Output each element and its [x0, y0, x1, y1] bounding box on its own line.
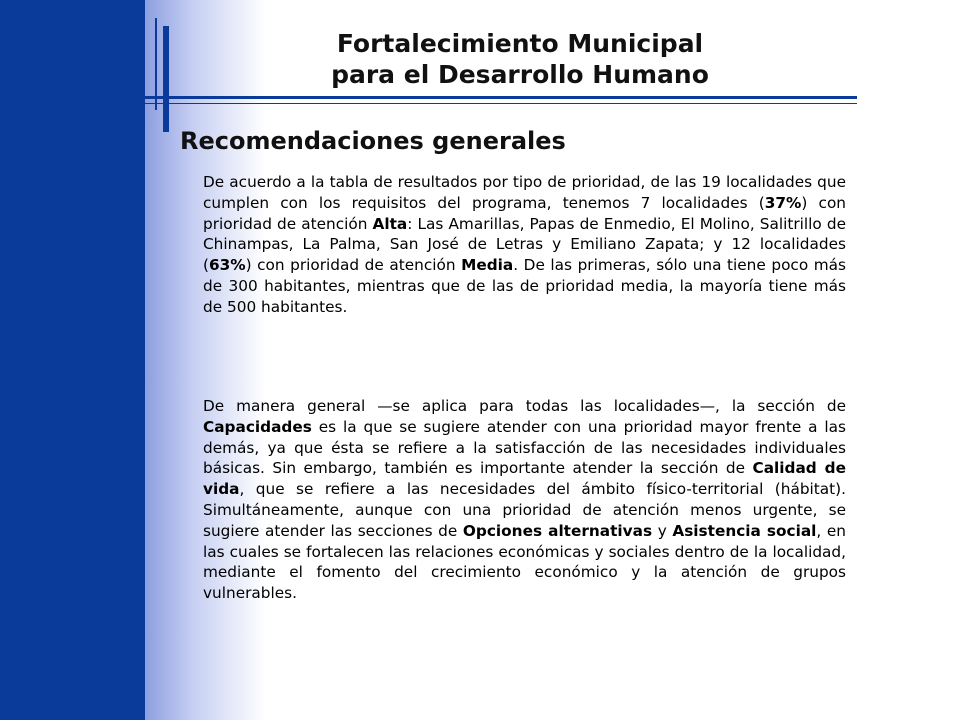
p1-bold-alta: Alta	[372, 214, 408, 233]
p1-text-5: . De las primeras, sólo una tiene poco más de 300 habitantes, mientras que de las de prioridad media, la mayoría tiene más de 500 habitantes.	[203, 256, 846, 316]
p2-bold-calidad-de-vida: Calidad de vida	[203, 459, 846, 499]
p2-text-5: , en las cuales se fortalecen las relaciones económicas y sociales dentro de la localidad, mediante el fomento del crecimiento económico y la atención de grupos vulnerables.	[203, 521, 846, 603]
paragraph-priority-results	[203, 172, 846, 318]
p1-text-3: : Las Amarillas, Papas de Enmedio, El Molino, Salitrillo de Chinampas, La Palma, San José de Letras y Emiliano Zapata; y 12 localidades (	[203, 214, 846, 275]
decor-horizontal-thick-line	[145, 96, 857, 99]
p2-bold-capacidades: Capacidades	[203, 417, 312, 436]
p2-text-2: es la que se sugiere atender con una prioridad mayor frente a las demás, ya que ésta se refiere a la satisfacción de las necesidades individuales básicas. Sin embargo, también es importante atender la sección de	[203, 417, 846, 478]
p2-text-1: De manera general —se aplica para todas las localidades—, la sección de	[203, 397, 846, 415]
p2-bold-asistencia-social: Asistencia social	[672, 521, 817, 540]
decor-vertical-thick-bar	[163, 26, 169, 132]
p1-text-1: De acuerdo a la tabla de resultados por tipo de prioridad, de las 19 localidades que cumplen con los requisitos del programa, tenemos 7 localidades (	[203, 173, 846, 212]
p1-bold-37-percent: 37%	[764, 193, 802, 212]
decor-horizontal-thin-line	[145, 103, 857, 104]
p1-bold-media: Media	[461, 256, 514, 275]
title-line-2: para el Desarrollo Humano	[331, 60, 709, 89]
title-line-1: Fortalecimiento Municipal	[336, 29, 704, 58]
left-blue-band	[0, 0, 145, 720]
section-title: Recomendaciones generales	[180, 127, 566, 155]
page-title	[270, 28, 770, 90]
p1-text-4: ) con prioridad de atención	[245, 256, 462, 275]
paragraph-general-recommendations	[203, 396, 846, 604]
p1-bold-63-percent: 63%	[208, 256, 246, 275]
p1-text-2: ) con prioridad de atención	[203, 193, 847, 233]
p2-text-4: y	[652, 521, 673, 540]
p2-bold-opciones-alternativas: Opciones alternativas	[462, 521, 653, 540]
p2-text-3: , que se refiere a las necesidades del ámbito físico-territorial (hábitat). Simultáneamente, aunque con una prioridad de atención menos urgente, se sugiere atender las secciones de	[203, 480, 846, 540]
